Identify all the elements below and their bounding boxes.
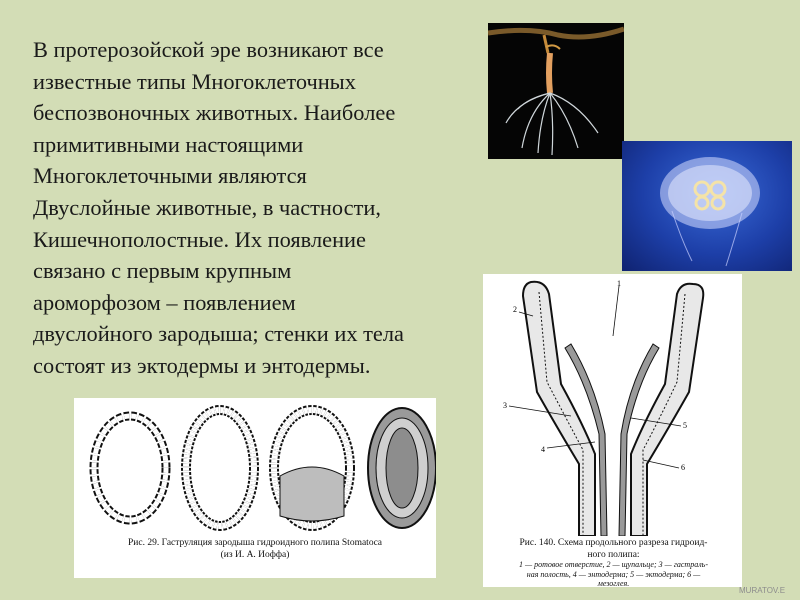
text-line: примитивными настоящими [33,131,304,157]
caption-line: ная полость, 4 — энтодерма; 5 — эктодерма; 6 — [526,569,701,579]
label-2: 2 [513,305,517,314]
text-line: известные типы Многоклеточных [33,68,356,94]
text-line: В протерозойской эре возникают все [33,37,384,62]
caption-line: мезоглея. [597,579,630,587]
text-line: Многоклеточными являются [33,163,307,189]
label-4: 4 [541,445,545,454]
hydra-photo [488,23,624,159]
label-6: 6 [681,463,685,472]
text-line: Кишечнополостные. Их появление [33,226,366,252]
text-line: ароморфозом – появлением [33,289,296,315]
watermark: MURATOV.E [739,586,786,595]
text-line: Двуслойные животные, в частности, [33,194,381,220]
label-1: 1 [617,279,621,288]
gastrulation-caption [74,538,436,561]
hydra-illustration [488,23,624,159]
gastrulation-drawing [74,398,436,538]
polyp-section-figure [483,274,742,587]
label-5: 5 [683,421,687,430]
text-line: беспозвоночных животных. Наиболее [33,100,396,126]
caption-line: 1 — ротовое отверстие, 2 — щупальце; 3 — гастраль- [519,560,708,569]
caption-line: (из И. А. Иоффа) [220,549,290,560]
caption-line: ного полипа: [587,549,640,560]
main-text-block [33,34,483,382]
jellyfish-illustration [622,141,792,271]
text-line: двуслойного зародыша; стенки их тела [33,321,404,347]
text-line: связано с первым крупным [33,258,292,284]
polyp-caption-title [491,538,736,561]
text-line: состоят из эктодермы и энтодермы. [33,352,371,378]
polyp-caption-legend [491,560,736,587]
gastrulation-figure [74,398,436,578]
caption-line: Рис. 29. Гаструляция зародыша гидроидного полипа Stomatoca [128,538,382,548]
polyp-section-drawing [483,274,742,536]
jellyfish-photo [622,141,792,271]
label-3: 3 [503,401,507,410]
caption-line: Рис. 140. Схема продольного разреза гидроид- [519,538,708,548]
